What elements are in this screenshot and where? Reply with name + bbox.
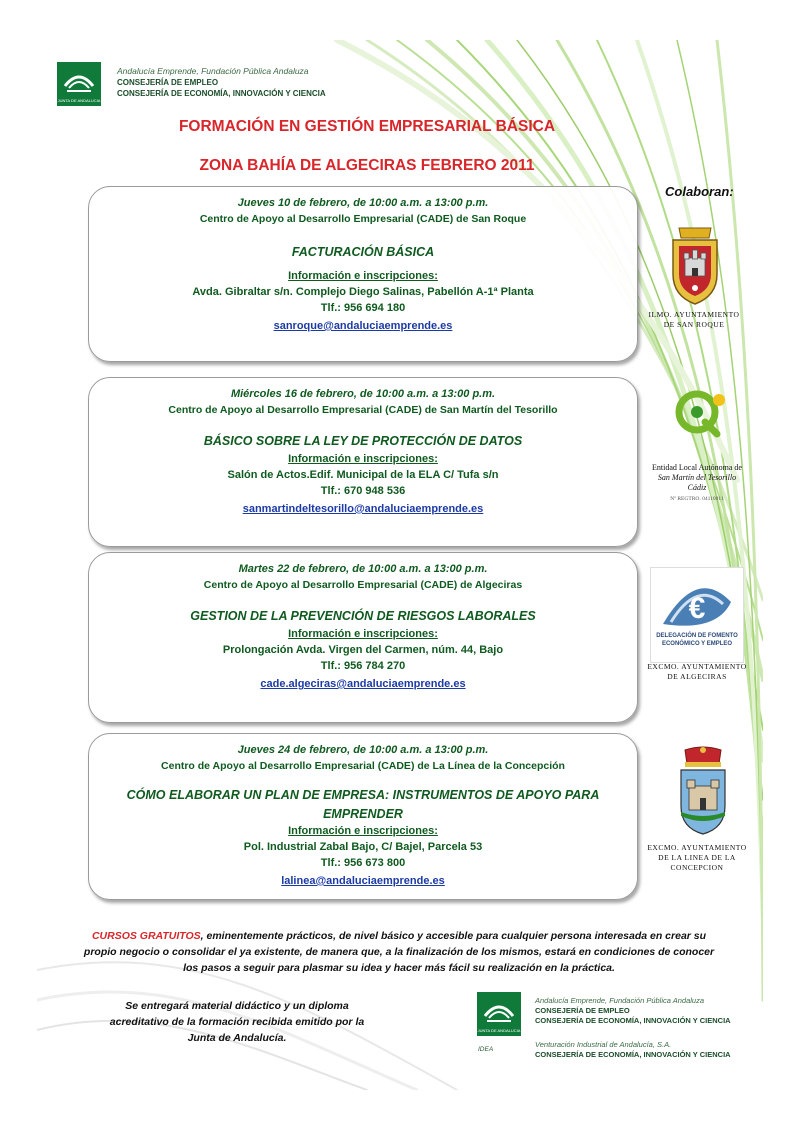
session-card (88, 377, 638, 547)
svg-text:€: € (688, 592, 706, 625)
session-center: Centro de Apoyo al Desarrollo Empresarial (CADE) de La Línea de la Concepción (161, 760, 565, 772)
session-info-label: Información e inscripciones: (288, 825, 438, 837)
bottom-line-2: CONSEJERÍA DE EMPLEO (535, 1006, 630, 1015)
tesorillo-caption (642, 463, 752, 504)
session-date: Miércoles 16 de febrero, de 10:00 a.m. a 13:00 p.m. (230, 388, 496, 400)
free-courses-highlight: CURSOS GRATUITOS (91, 930, 201, 942)
tesorillo-caption-line-3: Cádiz (687, 483, 707, 492)
bottom-junta-andalucia-logo (477, 992, 521, 1036)
session-address: Pol. Industrial Zabal Bajo, C/ Bajel, Parcela 53 (243, 841, 483, 853)
session-email-link[interactable]: sanroque@andaluciaemprende.es (273, 320, 453, 332)
la-linea-caption (640, 843, 754, 873)
algeciras-logo-line-1: DELEGACIÓN DE FOMENTO (656, 633, 738, 639)
diploma-note: Se entregará material didáctico y un diploma acreditativo de la formación recibida emitido por la Junta de Andalucía. (109, 1000, 365, 1044)
main-title: FORMACIÓN EN GESTIÓN EMPRESARIAL BÁSICA (178, 118, 556, 135)
tesorillo-caption-line-2: San Martín del Tesorillo (657, 473, 737, 482)
algeciras-fomento-logo (650, 567, 744, 663)
session-date: Martes 22 de febrero, de 10:00 a.m. a 13:00 p.m. (238, 563, 488, 575)
flyer-page (37, 40, 763, 1090)
bottom-junta-logo-caption: JUNTA DE ANDALUCIA (477, 1028, 521, 1033)
bottom-organizations-1 (535, 996, 731, 1026)
free-courses-text: , eminentemente prácticos, de nivel básico y accesible para cualquier persona interesada en crear su propio negocio o consolidar el ya existente, de manera que, a la finalización de los mismos, estará en condiciones de conocer los pasos a seguir para plasmar su idea y hacer más fácil su realización en la práctica. (83, 930, 715, 974)
san-roque-caption-line-2: DE SAN ROQUE (663, 320, 725, 329)
algeciras-caption-line-1: EXCMO. AYUNTAMIENTO (647, 662, 747, 671)
session-info-label: Información e inscripciones: (288, 453, 438, 465)
session-center: Centro de Apoyo al Desarrollo Empresarial (CADE) de San Martín del Tesorillo (168, 404, 558, 416)
session-course: BÁSICO SOBRE LA LEY DE PROTECCIÓN DE DATOS (203, 434, 523, 448)
session-info-label: Información e inscripciones: (288, 270, 438, 282)
session-email-link[interactable]: cade.algeciras@andaluciaemprende.es (260, 678, 466, 690)
bottom-line-4: Venturación Industrial de Andalucía, S.A. (535, 1040, 672, 1049)
session-phone: Tlf.: 670 948 536 (320, 485, 406, 497)
san-roque-caption-line-1: ILMO. AYUNTAMIENTO (648, 310, 740, 319)
session-card (88, 733, 638, 900)
session-email-link[interactable]: sanmartindeltesorillo@andaluciaemprende.es (242, 503, 484, 515)
header-line-3: CONSEJERÍA DE ECONOMÍA, INNOVACIÓN Y CIENCIA (117, 89, 326, 98)
junta-andalucia-logo (57, 62, 101, 106)
bottom-organizations-2 (535, 1040, 731, 1060)
san-roque-caption (639, 310, 749, 330)
free-courses-paragraph (79, 928, 719, 976)
header-line-2: CONSEJERÍA DE EMPLEO (117, 78, 219, 87)
junta-logo-caption: JUNTA DE ANDALUCIA (57, 98, 101, 103)
la-linea-caption-line-3: CONCEPCION (670, 863, 724, 872)
session-center: Centro de Apoyo al Desarrollo Empresarial (CADE) de San Roque (199, 213, 527, 225)
la-linea-caption-line-2: DE LA LINEA DE LA (658, 853, 736, 862)
tesorillo-logo-icon (657, 388, 745, 440)
san-roque-coat-of-arms-icon (665, 222, 725, 306)
subtitle-zone-date: ZONA BAHÍA DE ALGECIRAS FEBRERO 2011 (199, 157, 535, 174)
session-phone: Tlf.: 956 784 270 (320, 660, 406, 672)
idea-mark: IDEA (478, 1046, 494, 1053)
session-center: Centro de Apoyo al Desarrollo Empresarial (CADE) de Algeciras (203, 579, 523, 591)
bottom-line-1: Andalucía Emprende, Fundación Pública Andaluza (535, 996, 704, 1005)
session-course: FACTURACIÓN BÁSICA (291, 245, 435, 259)
colaboran-label: Colaboran: (665, 184, 734, 199)
session-date: Jueves 24 de febrero, de 10:00 a.m. a 13:00 p.m. (237, 744, 489, 756)
algeciras-logo-line-2: ECONÓMICO Y EMPLEO (661, 641, 733, 647)
tesorillo-registry: Nº REGTRO. 04110011 (670, 496, 724, 502)
bottom-line-3: CONSEJERÍA DE ECONOMÍA, INNOVACIÓN Y CIENCIA (535, 1016, 731, 1025)
session-phone: Tlf.: 956 694 180 (320, 302, 406, 314)
header-organizations (117, 66, 326, 99)
la-linea-caption-line-1: EXCMO. AYUNTAMIENTO (647, 843, 747, 852)
tesorillo-caption-line-1: Entidad Local Autónoma de (652, 463, 742, 472)
session-card (88, 552, 638, 723)
la-linea-coat-of-arms-icon (675, 746, 731, 836)
session-email-link[interactable]: lalinea@andaluciaemprende.es (281, 875, 445, 887)
session-card (88, 186, 638, 362)
session-phone: Tlf.: 956 673 800 (320, 857, 406, 869)
bottom-line-5: CONSEJERÍA DE ECONOMÍA, INNOVACIÓN Y CIENCIA (535, 1050, 731, 1059)
algeciras-logo-text (651, 632, 743, 648)
session-address: Avda. Gibraltar s/n. Complejo Diego Salinas, Pabellón A-1ª Planta (192, 286, 534, 298)
session-course: CÓMO ELABORAR UN PLAN DE EMPRESA: INSTRUMENTOS DE APOYO PARA EMPRENDER (126, 788, 600, 821)
header-line-1: Andalucía Emprende, Fundación Pública Andaluza (117, 66, 309, 76)
session-info-label: Información e inscripciones: (288, 628, 438, 640)
algeciras-caption (640, 662, 754, 682)
session-address: Prolongación Avda. Virgen del Carmen, núm. 44, Bajo (222, 644, 504, 656)
algeciras-caption-line-2: DE ALGECIRAS (667, 672, 727, 681)
session-address: Salón de Actos.Edif. Municipal de la ELA C/ Tufa s/n (227, 469, 499, 481)
euro-symbol-icon (657, 572, 737, 632)
session-course: GESTION DE LA PREVENCIÓN DE RIESGOS LABORALES (190, 609, 536, 623)
session-date: Jueves 10 de febrero, de 10:00 a.m. a 13:00 p.m. (237, 197, 489, 209)
